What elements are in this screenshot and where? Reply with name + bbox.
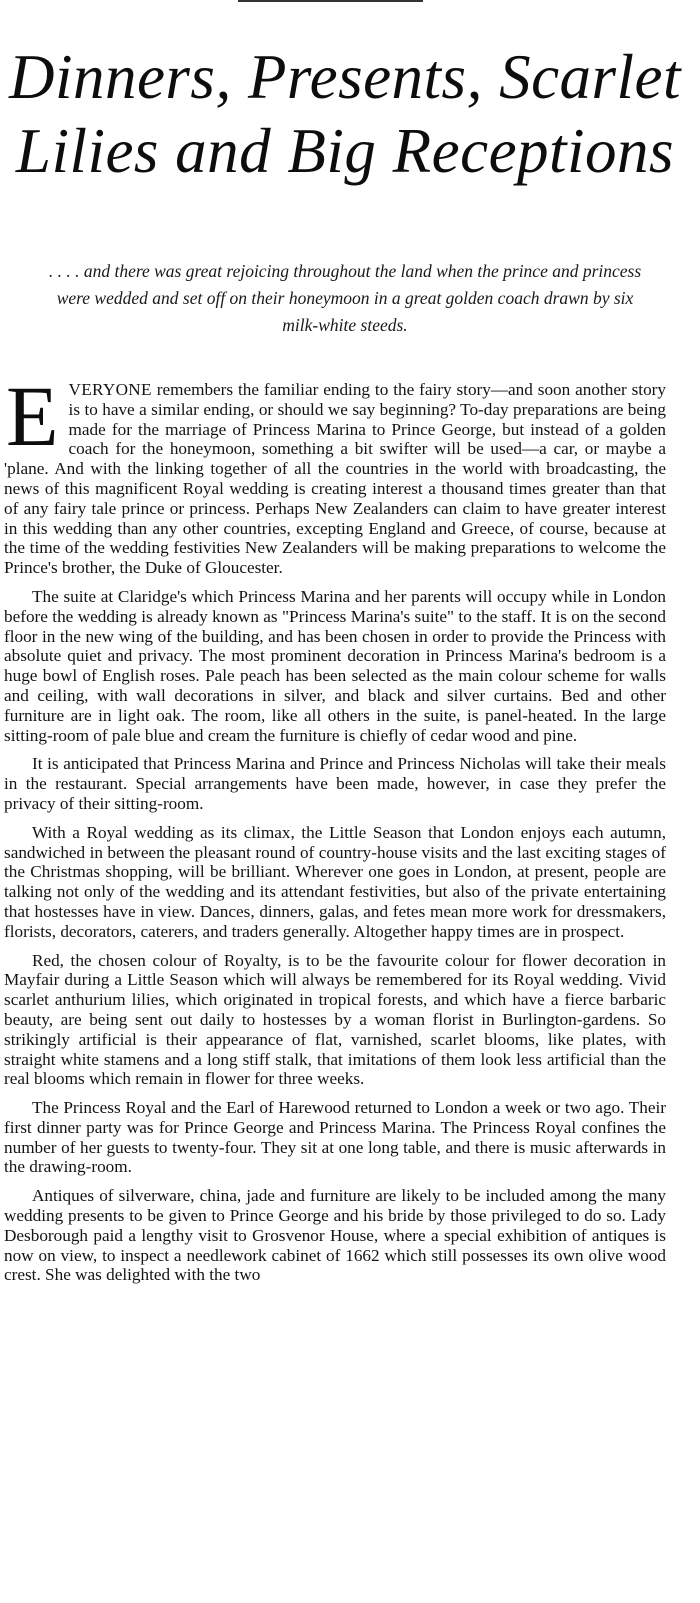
article-paragraph-6: The Princess Royal and the Earl of Harewood returned to London a week or two ago. Their first dinner party was for Prince George and Princess Marina. The Princess Royal confines the number of her guests to twenty-four. They sit at one long table, and there is music afterwards in the drawing-room.	[4, 1098, 666, 1177]
standfirst: . . . . and there was great rejoicing throughout the land when the prince and princess were wedded and set off on their honeymoon in a great golden coach drawn by six milk-white steeds.	[48, 261, 642, 335]
article-paragraph-2: The suite at Claridge's which Princess Marina and her parents will occupy while in London before the wedding is already known as "Princess Marina's suite" to the staff. It is on the second floor in the new wing of the building, and has been chosen in order to provide the Princess with absolute quiet and privacy. The most prominent decoration in Princess Marina's bedroom is a huge bowl of English roses. Pale peach has been selected as the main colour scheme for walls and ceiling, with wall decorations in silver, and black and silver curtains. Bed and other furniture are in light oak. The room, like all others in the suite, is panel-heated. In the large sitting-room of pale blue and cream the furniture is chiefly of cedar wood and pine.	[4, 586, 666, 745]
article-paragraph-3: It is anticipated that Princess Marina and Prince and Princess Nicholas will take their meals in the restaurant. Special arrangements have been made, however, in case they prefer the privacy of their sitting-room.	[4, 754, 666, 813]
top-rule	[238, 0, 423, 2]
drop-cap: E	[6, 368, 59, 464]
article-paragraph-5: Red, the chosen colour of Royalty, is to be the favourite colour for flower decoration in Mayfair during a Little Season which will always be remembered for its Royal wedding. Vivid scarlet anthurium lilies, which originated in tropical forests, and which have a fierce barbaric beauty, are being sent out daily to hostesses by a woman florist in Burlington-gardens. So strikingly artificial is their appearance of flat, varnished, scarlet blooms, like plates, with straight white stamens and a long stiff stalk, that imitations of them look less artificial than the real blooms which remain in flower for three weeks.	[4, 950, 666, 1089]
article-paragraph-4: With a Royal wedding as its climax, the Little Season that London enjoys each autumn, sandwiched in between the pleasant round of country-house visits and the last exciting stages of the Christmas shopping, will be brilliant. Wherever one goes in London, at present, people are talking not only of the wedding and its attendant festivities, but also of the private entertaining that hostesses have in view. Dances, dinners, galas, and fetes mean more work for dressmakers, florists, decorators, caterers, and traders generally. Altogether happy times are in prospect.	[4, 822, 666, 941]
article-paragraph-1	[4, 368, 666, 578]
headline-line-2: Lilies and Big Receptions	[15, 116, 675, 186]
headline	[0, 40, 690, 188]
paragraph-text: remembers the familiar ending to the fairy story—and soon another story is to have a similar ending, or should we say beginning? To-day preparations are being made for the marriage of Princess Marina to Prince George, but instead of a golden coach for the honeymoon, something a bit swifter will be used—a car, or maybe a 'plane. And with the linking together of all the countries in the world with broadcasting, the news of this magnificent Royal wedding is creating interest a thousand times greater than that of any fairy tale prince or princess. Perhaps New Zealanders can claim to have greater interest in this wedding than any other countries, excepting England and Greece, of course, because at the time of the wedding festivities New Zealanders will be making preparations to welcome the Prince's brother, the Duke of Gloucester.	[4, 380, 666, 578]
article-paragraph-7: Antiques of silverware, china, jade and furniture are likely to be included among the many wedding presents to be given to Prince George and his bride by those privileged to do so. Lady Desborough paid a lengthy visit to Grosvenor House, where a special exhibition of antiques is now on view, to inspect a needlework cabinet of 1662 which still possesses its own olive wood crest. She was delighted with the two	[4, 1186, 666, 1285]
article-body	[4, 368, 666, 1294]
headline-line-1: Dinners, Presents, Scarlet	[8, 42, 682, 112]
first-word: VERYONE	[68, 380, 152, 399]
